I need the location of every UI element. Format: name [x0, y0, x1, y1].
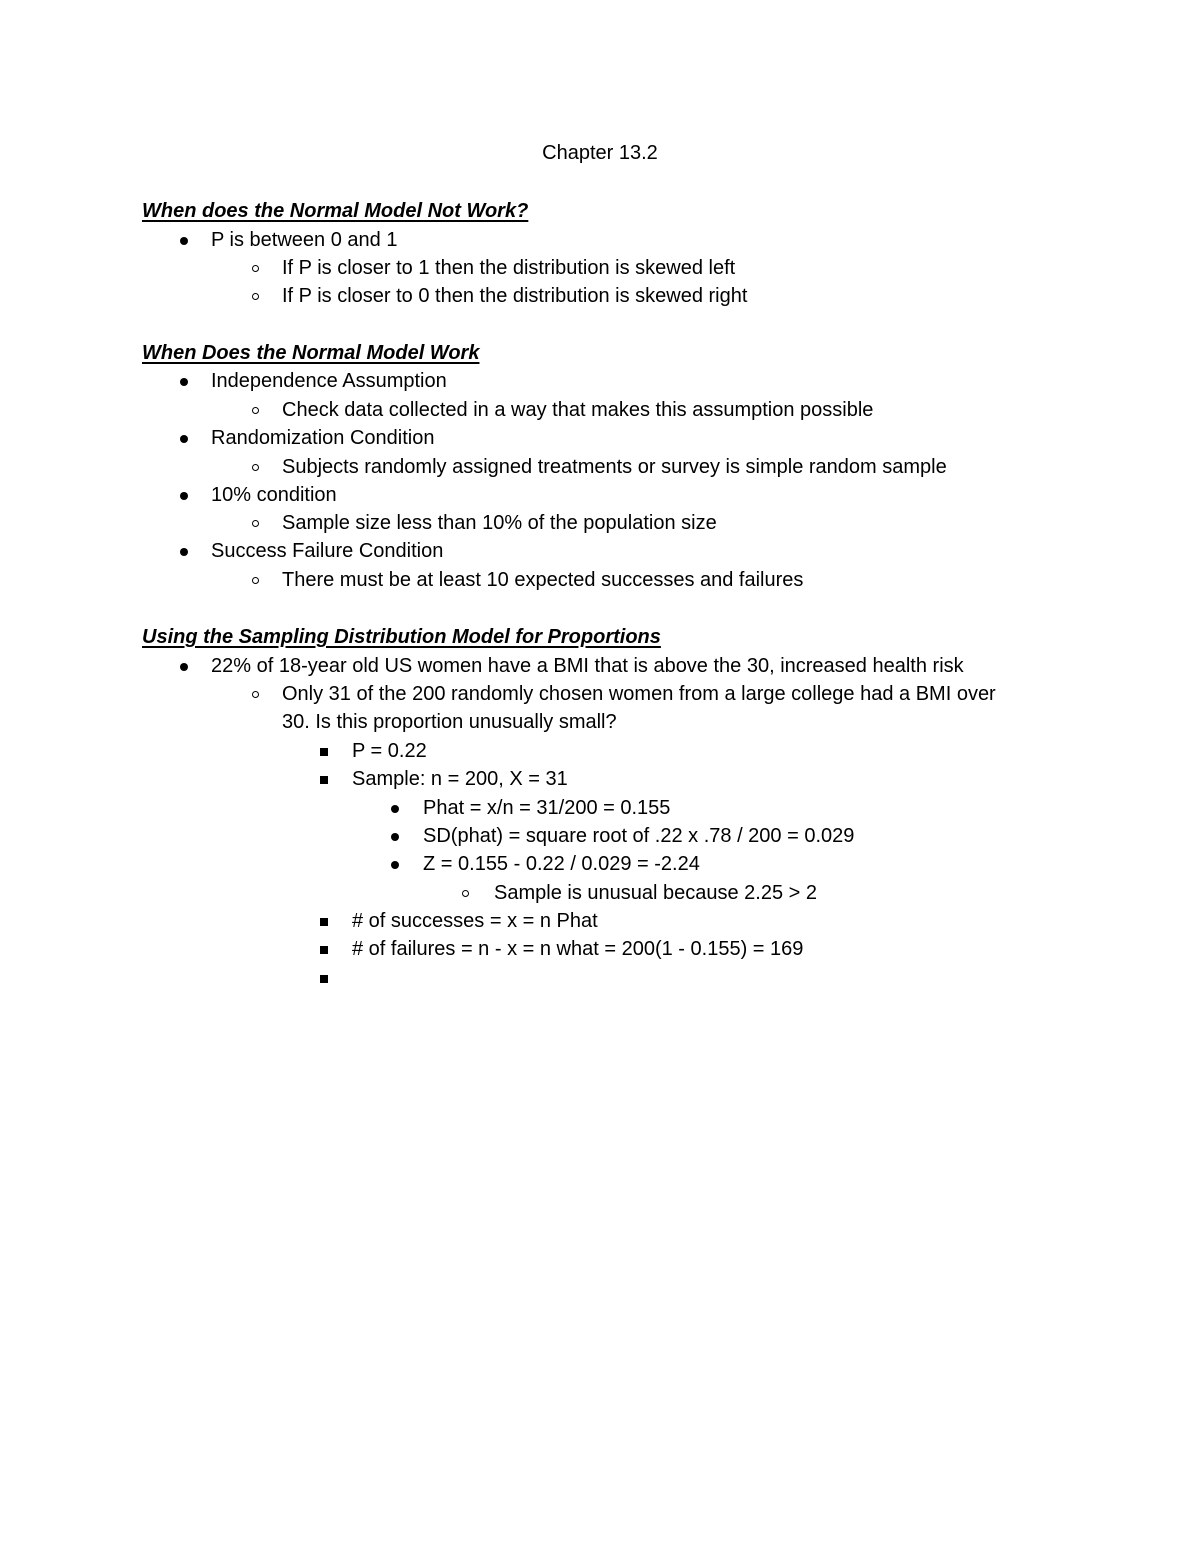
list-item: Z = 0.155 - 0.22 / 0.029 = -2.24	[423, 853, 700, 875]
list-item: SD(phat) = square root of .22 x .78 / 200 = 0.029	[423, 825, 855, 847]
circle-bullet-icon	[252, 407, 259, 414]
circle-bullet-icon	[252, 520, 259, 527]
disc-bullet-icon	[180, 492, 188, 500]
list-item: Only 31 of the 200 randomly chosen women from a large college had a BMI over	[282, 683, 996, 705]
disc-bullet-icon	[180, 378, 188, 386]
section-heading: Using the Sampling Distribution Model for Proportions	[142, 626, 661, 648]
list-item: Phat = x/n = 31/200 = 0.155	[423, 797, 671, 819]
disc-bullet-icon	[391, 861, 399, 869]
page-title: Chapter 13.2	[542, 142, 658, 164]
list-item: If P is closer to 1 then the distribution is skewed left	[282, 257, 736, 279]
disc-bullet-icon	[391, 833, 399, 841]
section-heading: When does the Normal Model Not Work?	[142, 200, 529, 222]
list-item: Sample is unusual because 2.25 > 2	[494, 882, 817, 904]
circle-bullet-icon	[252, 691, 259, 698]
disc-bullet-icon	[180, 237, 188, 245]
list-item: There must be at least 10 expected successes and failures	[282, 569, 804, 591]
list-item: P is between 0 and 1	[211, 229, 398, 251]
list-item: Success Failure Condition	[211, 540, 444, 562]
list-item: Sample size less than 10% of the population size	[282, 512, 717, 534]
list-item: If P is closer to 0 then the distribution is skewed right	[282, 285, 748, 307]
list-item: # of successes = x = n Phat	[352, 910, 598, 932]
disc-bullet-icon	[180, 435, 188, 443]
square-bullet-icon	[320, 748, 328, 756]
disc-bullet-icon	[391, 805, 399, 813]
circle-bullet-icon	[252, 293, 259, 300]
list-item: P = 0.22	[352, 740, 427, 762]
disc-bullet-icon	[180, 548, 188, 556]
list-item: 22% of 18-year old US women have a BMI that is above the 30, increased health risk	[211, 655, 964, 677]
disc-bullet-icon	[180, 663, 188, 671]
list-item: Randomization Condition	[211, 427, 435, 449]
list-item: Sample: n = 200, X = 31	[352, 768, 568, 790]
square-bullet-icon	[320, 918, 328, 926]
circle-bullet-icon	[252, 577, 259, 584]
list-item: Check data collected in a way that makes this assumption possible	[282, 399, 874, 421]
circle-bullet-icon	[252, 265, 259, 272]
section-heading: When Does the Normal Model Work	[142, 342, 480, 364]
list-item-continuation: 30. Is this proportion unusually small?	[282, 711, 617, 733]
list-item: Subjects randomly assigned treatments or survey is simple random sample	[282, 456, 947, 478]
square-bullet-icon	[320, 975, 328, 983]
list-item: # of failures = n - x = n what = 200(1 - 0.155) = 169	[352, 938, 804, 960]
square-bullet-icon	[320, 946, 328, 954]
square-bullet-icon	[320, 776, 328, 784]
list-item: Independence Assumption	[211, 370, 447, 392]
list-item: 10% condition	[211, 484, 337, 506]
circle-bullet-icon	[252, 464, 259, 471]
circle-bullet-icon	[462, 890, 469, 897]
